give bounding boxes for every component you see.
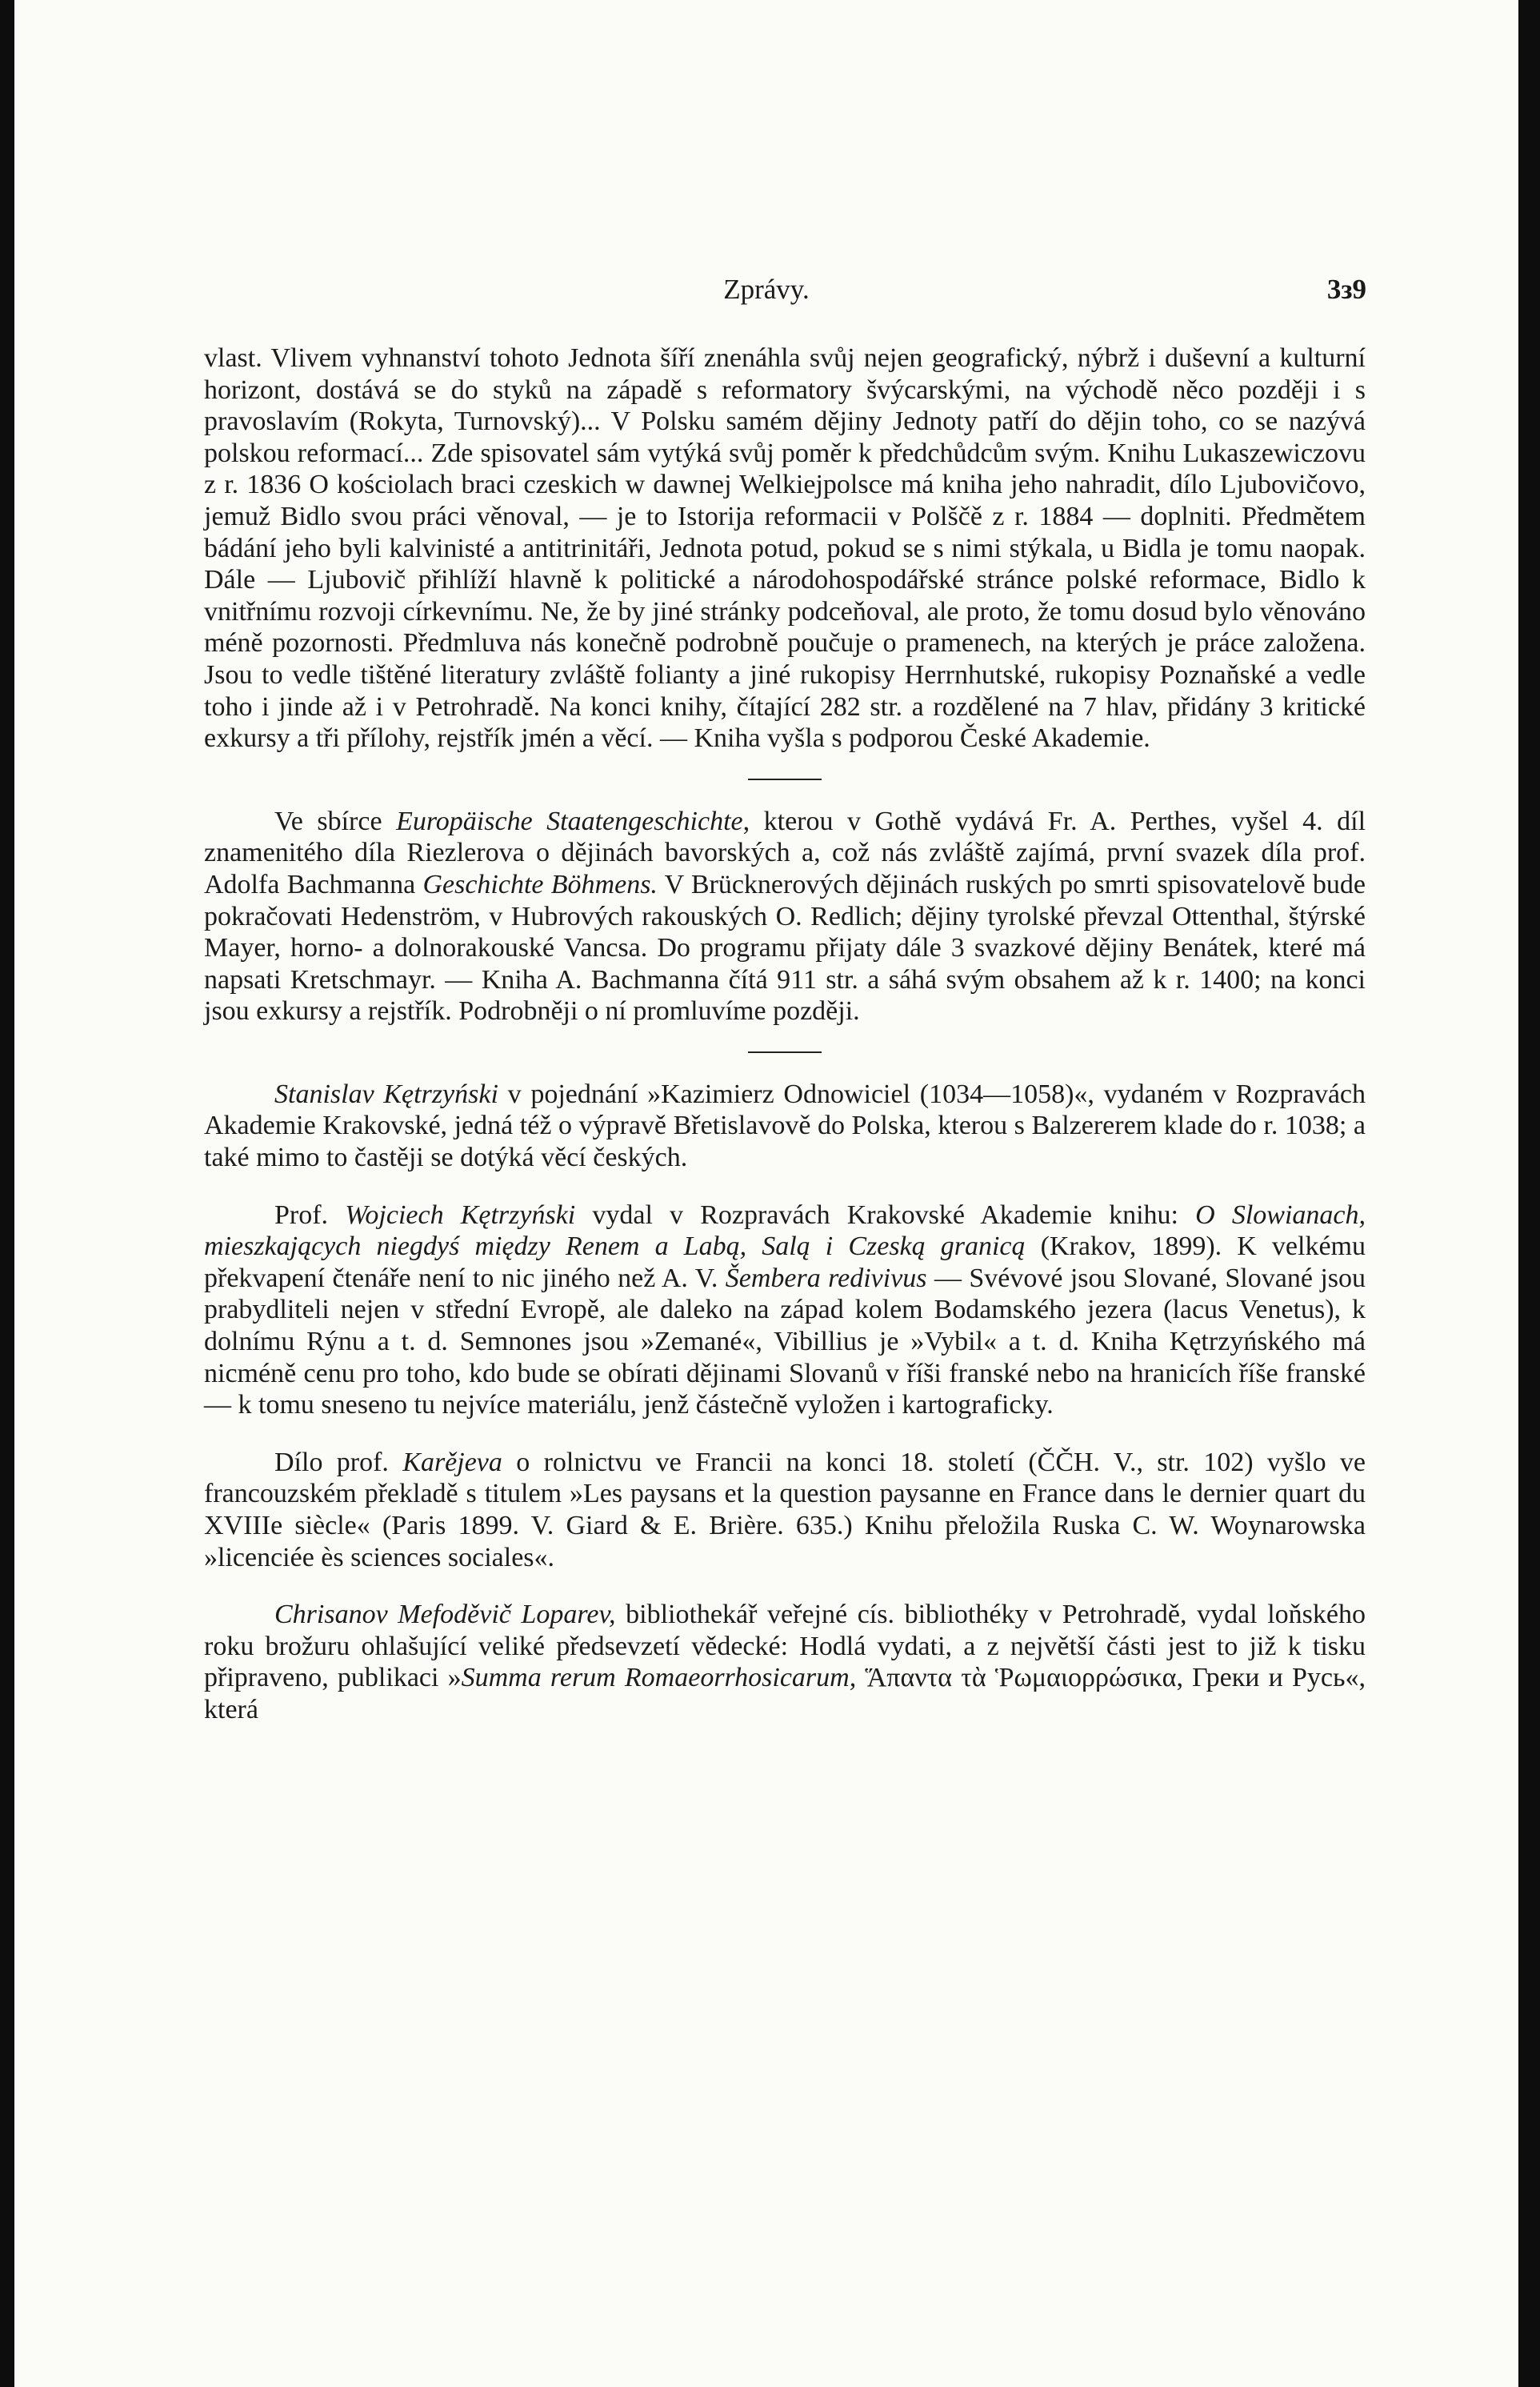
header-title: Zprávy. bbox=[723, 274, 810, 305]
article-body bbox=[204, 342, 1366, 1726]
section-divider bbox=[748, 779, 822, 780]
paragraph-loparev: Chrisanov Mefoděvič Loparev, bibliothekář veřejné cís. bibliothéky v Petrohradě, vydal loňského roku brožuru ohlašující veliké předsevzetí vědecké: Hodlá vydati, a z největší části jest to již k tisku připraveno, publikaci »Summa rerum Romaeorrhosicarum, Ἅπαντα τὰ Ῥωμαιορρώσικα, Греки и Русь«, která bbox=[204, 1600, 1366, 1724]
paragraph-gap bbox=[204, 1174, 1366, 1200]
page-number: 3з9 bbox=[1326, 274, 1366, 305]
page bbox=[14, 0, 1518, 2387]
paragraph-gap bbox=[204, 1573, 1366, 1599]
running-header bbox=[14, 274, 1518, 314]
paragraph-stanislav-ketrzynski: Stanislav Kętrzyński v pojednání »Kazimierz Odnowiciel (1034—1058)«, vydaném v Rozpravách Akademie Krakovské, jedná též o výpravě Břetislavově do Polska, kterou s Balzererem klade do r. 1038; a také mimo to častěji se dotýká věcí českých. bbox=[204, 1079, 1366, 1173]
paragraph-wojciech-ketrzynski: Prof. Wojciech Kętrzyński vydal v Rozpravách Krakovské Akademie knihu: O Slowianach, mieszkających niegdyś między Renem a Labą, Salą i Czeską granicą (Krakov, 1899). K velkému překvapení čtenáře není to nic jiného než A. V. Šembera redivivus — Svévové jsou Slované, Slované jsou prabydliteli nejen v střední Evropě, ale daleko na západ kolem Bodamského jezera (lacus Venetus), k dolnímu Rýnu a t. d. Semnones jsou »Zemané«, Vibillius je »Vybil« a t. d. Kniha Kętrzyńského má nicméně cenu pro toho, kdo bude se obírati dějinami Slovanů v říši franské nebo na hranicích říše franské — k tomu sneseno tu nejvíce materiálu, jenž částečně vyložen i kartograficky. bbox=[204, 1200, 1366, 1420]
paragraph-karejev: Dílo prof. Karějeva o rolnictvu ve Francii na konci 18. století (ČČH. V., str. 102) vyšlo ve francouzském překladě s titulem »Les paysans et la question paysanne en France dans le dernier quart du XVIIIe siècle« (Paris 1899. V. Giard & E. Brière. 635.) Knihu přeložila Ruska C. W. Woynarowska »licenciée ès sciences sociales«. bbox=[204, 1447, 1366, 1572]
paragraph-gap bbox=[204, 1421, 1366, 1447]
paragraph-bidlo-review: vlast. Vlivem vyhnanství tohoto Jednota šíří znenáhla svůj nejen geografický, nýbrž i duševní a kulturní horizont, dostává se do styků na západě s reformatory švýcarskými, na východě něco později i s pravoslavím (Rokyta, Turnovský)... V Polsku samém dějiny Jednoty patří do dějin toho, co se nazývá polskou reformací... Zde spisovatel sám vytýká svůj poměr k předchůdcům svým. Knihu Lukaszewiczovu z r. 1836 O kościolach braci czeskich w dawnej Welkiejpolsce má kniha jeho nahradit, dílo Ljubovičovo, jemuž Bidlo svou práci věnoval, — je to Istorija reformacii v Polščě z r. 1884 — doplniti. Předmětem bádání jeho byli kalvinisté a antitrinitáři, Jednota potud, pokud se s nimi stýkala, u Bidla je tomu naopak. Dále — Ljubovič přihlíží hlavně k politické a národohospodářské stránce polské reformace, Bidlo k vnitřnímu rozvoji církevnímu. Ne, že by jiné stránky podceňoval, ale proto, že tomu dosud bylo věnováno méně pozornosti. Předmluva nás konečně podrobně poučuje o pramenech, na kterých je práce založena. Jsou to vedle tištěné literatury zvláště folianty a jiné rukopisy Herrnhutské, rukopisy Poznaňské a vedle toho i jinde až i v Petrohradě. Na konci knihy, čítající 282 str. a rozdělené na 7 hlav, přidány 3 kritické exkursy a tři přílohy, rejstřík jmén a věcí. — Kniha vyšla s podporou České Akademie. bbox=[204, 343, 1366, 754]
section-divider bbox=[748, 1051, 822, 1053]
paragraph-staatengeschichte: Ve sbírce Europäische Staatengeschichte, kterou v Gothě vydává Fr. A. Perthes, vyšel 4. díl znamenitého díla Riezlerova o dějinách bavorských a, což nás zvláště zajímá, první svazek díla prof. Adolfa Bachmanna Geschichte Böhmens. V Brücknerových dějinách ruských po smrti spisovatelově bude pokračovati Hedenström, v Hubrových rakouských O. Redlich; dějiny tyrolské převzal Ottenthal, štýrské Mayer, horno- a dolnorakouské Vancsa. Do programu přijaty dále 3 svazkové dějiny Benátek, které má napsati Kretschmayr. — Kniha A. Bachmanna čítá 911 str. a sáhá svým obsahem až k r. 1400; na konci jsou exkursy a rejstřík. Podrobněji o ní promluvíme později. bbox=[204, 806, 1366, 1027]
